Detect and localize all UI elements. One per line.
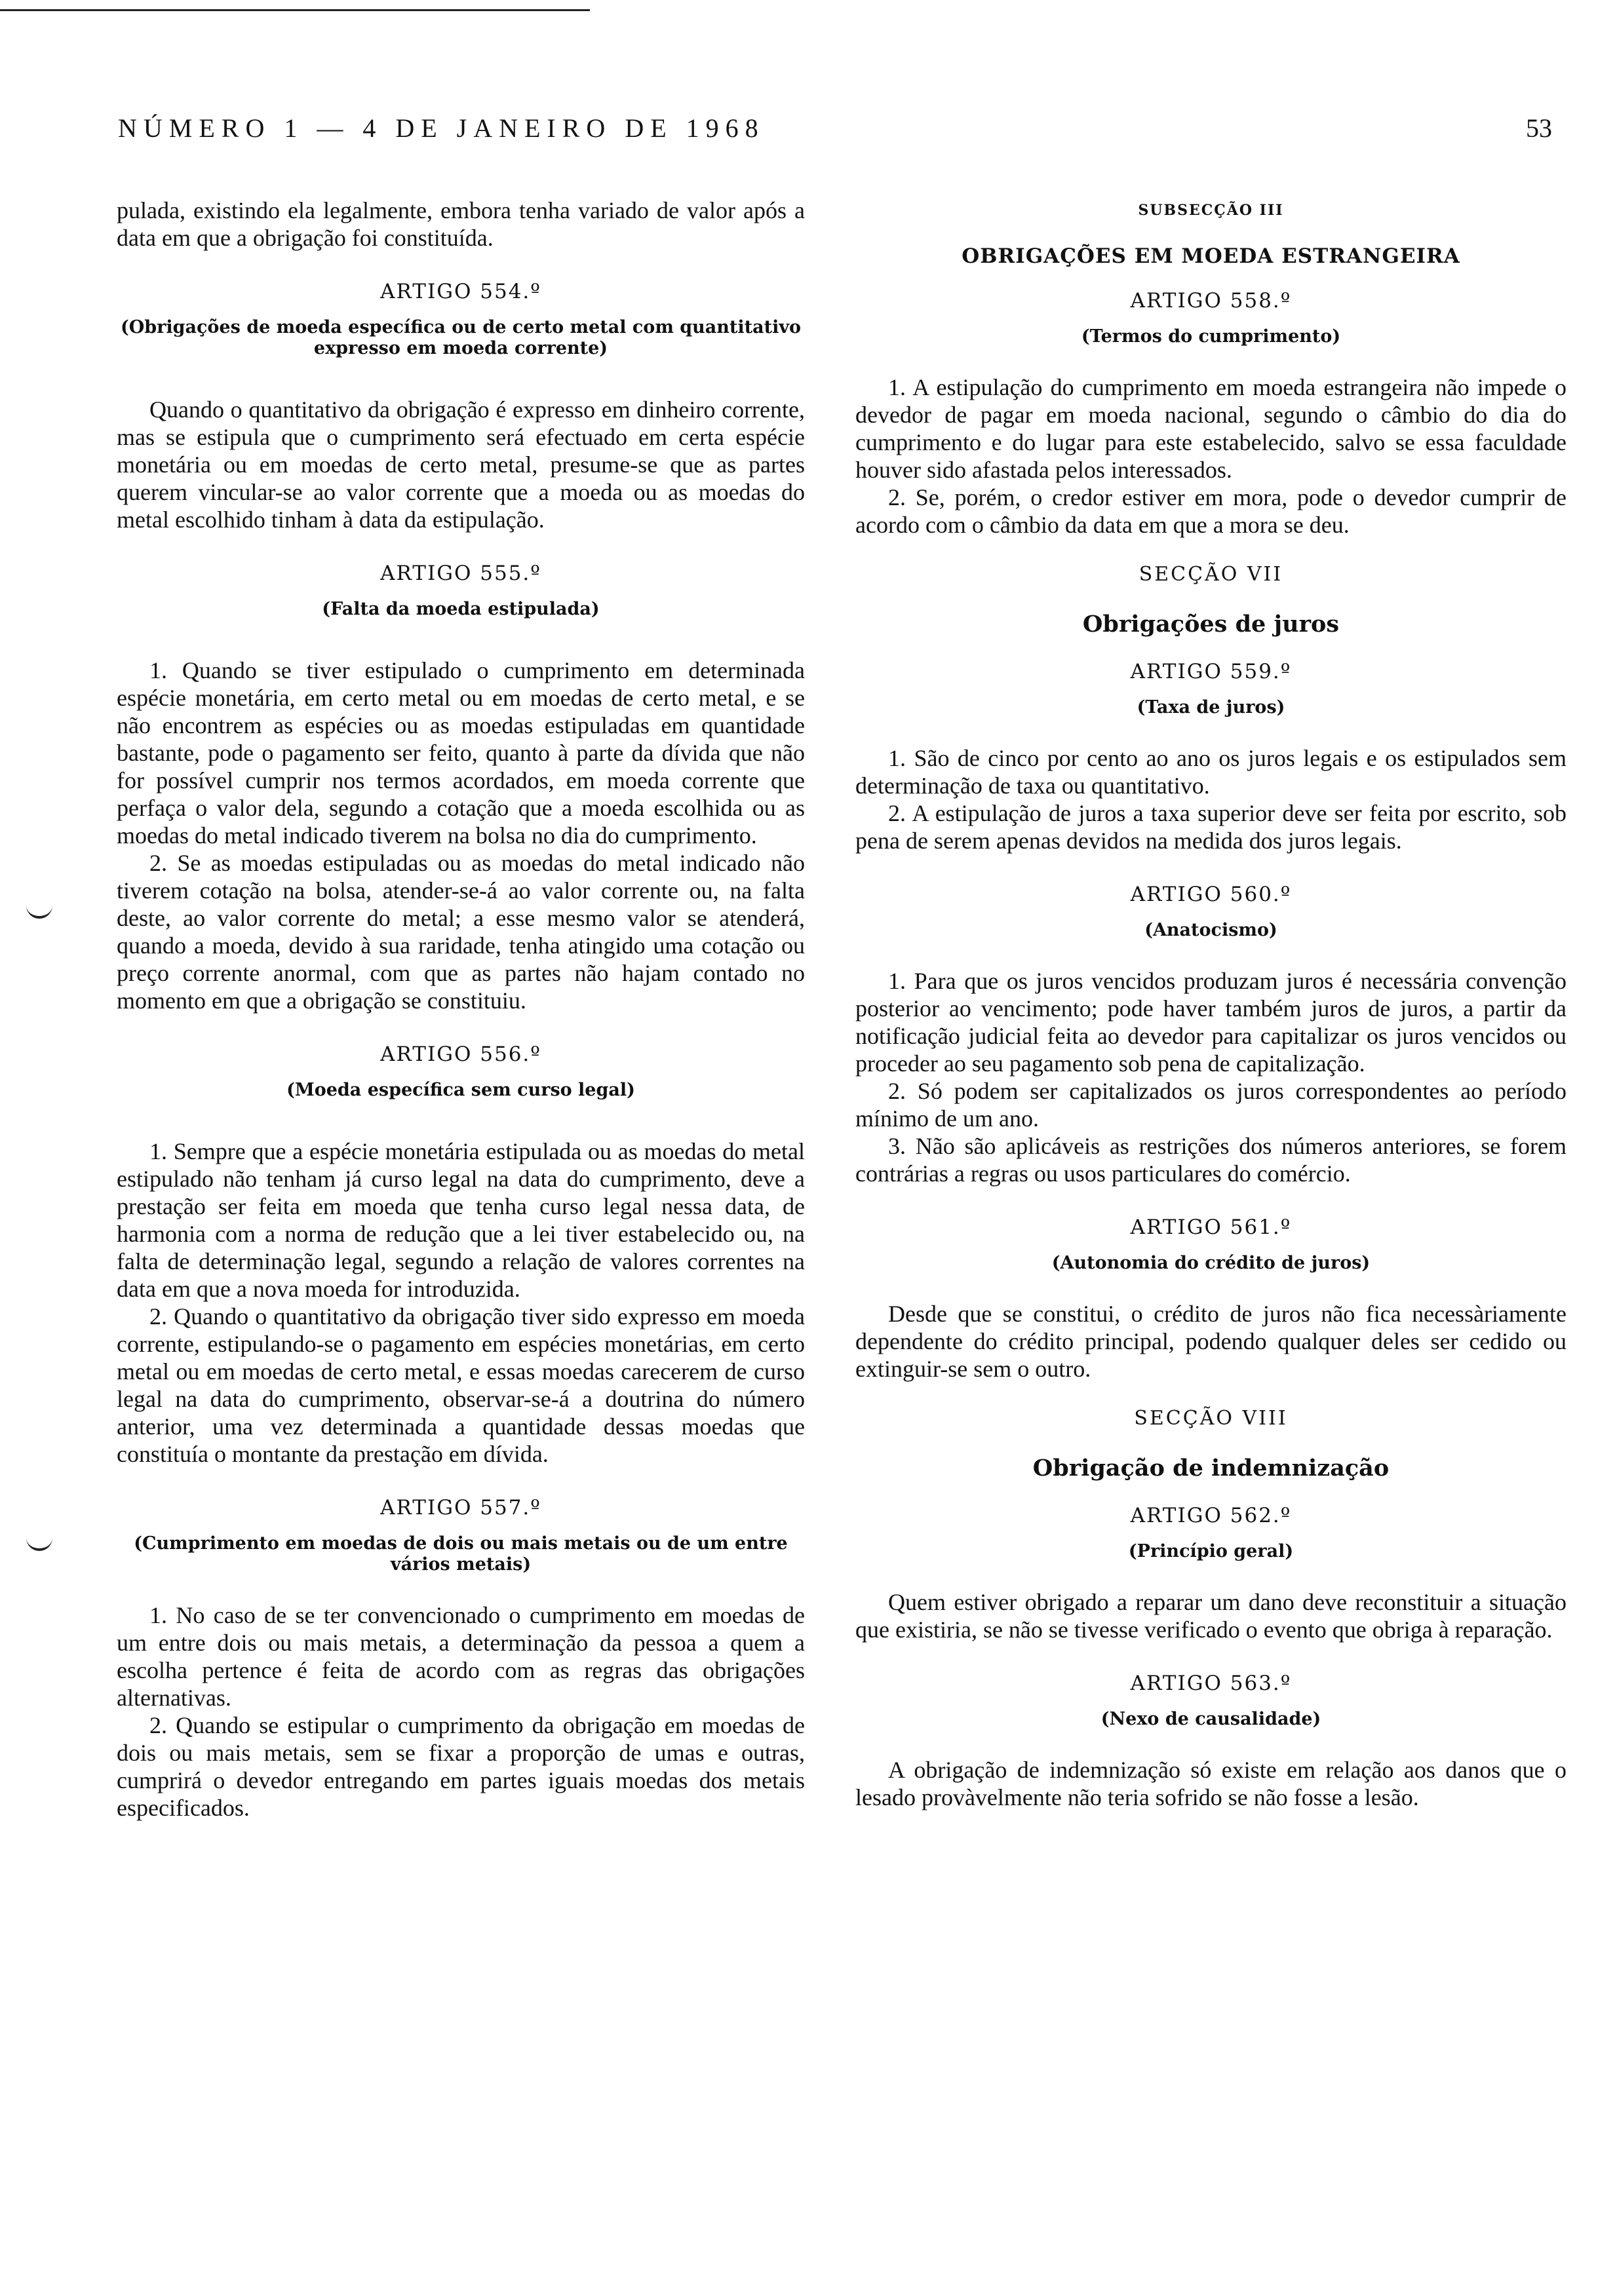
article-560-paragraph-3: 3. Não são aplicáveis as restrições dos números anteriores, se forem contrárias a regras ou usos particulares do comércio. [855,1133,1566,1187]
article-560-note: (Anatocismo) [1144,920,1277,940]
section-7-label: SECÇÃO VII [1138,563,1283,586]
subsection-title: OBRIGAÇÕES EM MOEDA ESTRANGEIRA [962,244,1460,268]
article-559-heading: ARTIGO 559.º [1130,660,1292,683]
article-559-paragraph-2: 2. A estipulação de juros a taxa superior deve ser feita por escrito, sob pena de serem apenas devidos na medida dos juros legais. [855,800,1566,854]
article-560-heading: ARTIGO 560.º [1130,883,1292,906]
article-556-heading: ARTIGO 556.º [380,1043,541,1066]
article-559-note: (Taxa de juros) [1137,697,1285,718]
article-561-paragraph: Desde que se constitui, o crédito de juros não fica necessàriamente dependente do crédito principal, podendo qualquer deles ser cedido ou extinguir-se sem o outro. [855,1301,1566,1382]
article-555-note: (Falta da moeda estipulada) [322,599,600,619]
article-562-paragraph: Quem estiver obrigado a reparar um dano deve reconstituir a situação que existiria, se não se tivesse verificado o evento que obriga à reparação. [855,1589,1566,1643]
article-555-paragraph-2: 2. Se as moedas estipuladas ou as moedas do metal indicado não tiverem cotação na bolsa, atender-se-á ao valor corrente ou, na falta deste, ao valor corrente do metal; a esse mesmo valor se atenderá, quando a moeda, devido à sua raridade, tenha atingido uma cotação ou preço corrente anormal, com que as partes não hajam contado no momento em que a obrigação se constituiu. [117,850,805,1014]
article-560-paragraph-1: 1. Para que os juros vencidos produzam juros é necessária convenção posterior ao vencimento; pode haver também juros de juros, a partir da notificação judicial feita ao devedor para capitalizar os juros vencidos ou proceder ao seu pagamento sob pena de capitalização. [855,968,1566,1077]
article-556-note: (Moeda específica sem curso legal) [286,1080,635,1100]
article-563-heading: ARTIGO 563.º [1130,1672,1292,1695]
intro-paragraph: pulada, existindo ela legalmente, embora tenha variado de valor após a data em que a obrigação foi constituída. [117,197,805,251]
section-7-title: Obrigações de juros [1082,611,1340,638]
subsection-label: SUBSECÇÃO III [1138,202,1284,219]
article-562-heading: ARTIGO 562.º [1130,1504,1292,1527]
margin-mark [26,904,52,919]
margin-mark [26,1537,52,1551]
article-554-paragraph: Quando o quantitativo da obrigação é expresso em dinheiro corrente, mas se estipula que o cumprimento será efectuado em certa espécie monetária ou em moedas de certo metal, presume-se que as partes querem vincular-se ao valor corrente que a moeda ou as moedas do metal escolhido tinham à data da estipulação. [117,396,805,533]
article-554-note: (Obrigações de moeda específica ou de certo metal com quantitativo expresso em moeda corrente) [120,317,802,358]
article-563-note: (Nexo de causalidade) [1100,1709,1321,1729]
article-558-heading: ARTIGO 558.º [1130,289,1292,313]
article-557-note: (Cumprimento em moedas de dois ou mais metais ou de um entre vários metais) [134,1533,788,1575]
article-561-heading: ARTIGO 561.º [1130,1215,1292,1239]
header-title: NÚMERO 1 — 4 DE JANEIRO DE 1968 [118,113,765,143]
page-number: 53 [1526,113,1552,143]
section-8-title: Obrigação de indemnização [1032,1455,1390,1482]
article-555-heading: ARTIGO 555.º [380,562,541,585]
article-555-paragraph-1: 1. Quando se tiver estipulado o cumprimento em determinada espécie monetária, em certo metal ou em moedas de certo metal, e se não encontrem as espécies ou as moedas estipuladas em quantidade bastante, pode o pagamento ser feito, quanto à parte da dívida que não for possível cumprir nos termos acordados, em moeda corrente que perfaça o valor dela, segundo a cotação que a moeda escolhida ou as moedas do metal indicado tiverem na bolsa no dia do cumprimento. [117,657,805,849]
article-559-paragraph-1: 1. São de cinco por cento ao ano os juros legais e os estipulados sem determinação de taxa ou quantitativo. [855,745,1566,799]
article-561-note: (Autonomia do crédito de juros) [1051,1253,1371,1273]
article-562-note: (Princípio geral) [1128,1541,1294,1561]
article-558-paragraph-1: 1. A estipulação do cumprimento em moeda estrangeira não impede o devedor de pagar em moeda nacional, segundo o câmbio do dia do cumprimento e do lugar para este estabelecido, salvo se essa faculdade houver sido afastada pelos interessados. [855,374,1566,483]
article-557-heading: ARTIGO 557.º [380,1496,541,1520]
right-column [855,197,1566,1811]
section-8-label: SECÇÃO VIII [1134,1407,1288,1430]
top-rule [0,9,590,11]
article-556-paragraph-2: 2. Quando o quantitativo da obrigação tiver sido expresso em moeda corrente, estipulando-se o pagamento em espécies monetárias, em certo metal ou em moedas de certo metal, e essas moedas carecerem de curso legal na data do cumprimento, observar-se-á a doutrina do número anterior, uma vez determinada a quantidade dessas moedas que constituía o montante da prestação em dívida. [117,1303,805,1467]
article-557-paragraph-2: 2. Quando se estipular o cumprimento da obrigação em moedas de dois ou mais metais, sem se fixar a proporção de umas e outras, cumprirá o devedor entregando em partes iguais moedas dos metais especificados. [117,1712,805,1821]
page-header [118,105,1552,151]
article-560-paragraph-2: 2. Só podem ser capitalizados os juros correspondentes ao período mínimo de um ano. [855,1078,1566,1132]
article-554-heading: ARTIGO 554.º [380,280,541,303]
article-558-note: (Termos do cumprimento) [1081,326,1341,347]
article-556-paragraph-1: 1. Sempre que a espécie monetária estipulada ou as moedas do metal estipulado não tenham já curso legal na data do cumprimento, deve a prestação ser feita em moeda que tenha curso legal nessa data, de harmonia com a norma de redução que a lei tiver estabelecido ou, na falta de determinação legal, segundo a relação de valores correntes na data em que a nova moeda for introduzida. [117,1138,805,1302]
article-557-paragraph-1: 1. No caso de se ter convencionado o cumprimento em moedas de um entre dois ou mais metais, a determinação da pessoa a quem a escolha pertence é feita de acordo com as regras das obrigações alternativas. [117,1602,805,1711]
article-563-paragraph: A obrigação de indemnização só existe em relação aos danos que o lesado provàvelmente não teria sofrido se não fosse a lesão. [855,1757,1566,1810]
article-558-paragraph-2: 2. Se, porém, o credor estiver em mora, pode o devedor cumprir de acordo com o câmbio da data em que a mora se deu. [855,484,1566,538]
left-column [117,197,805,1822]
